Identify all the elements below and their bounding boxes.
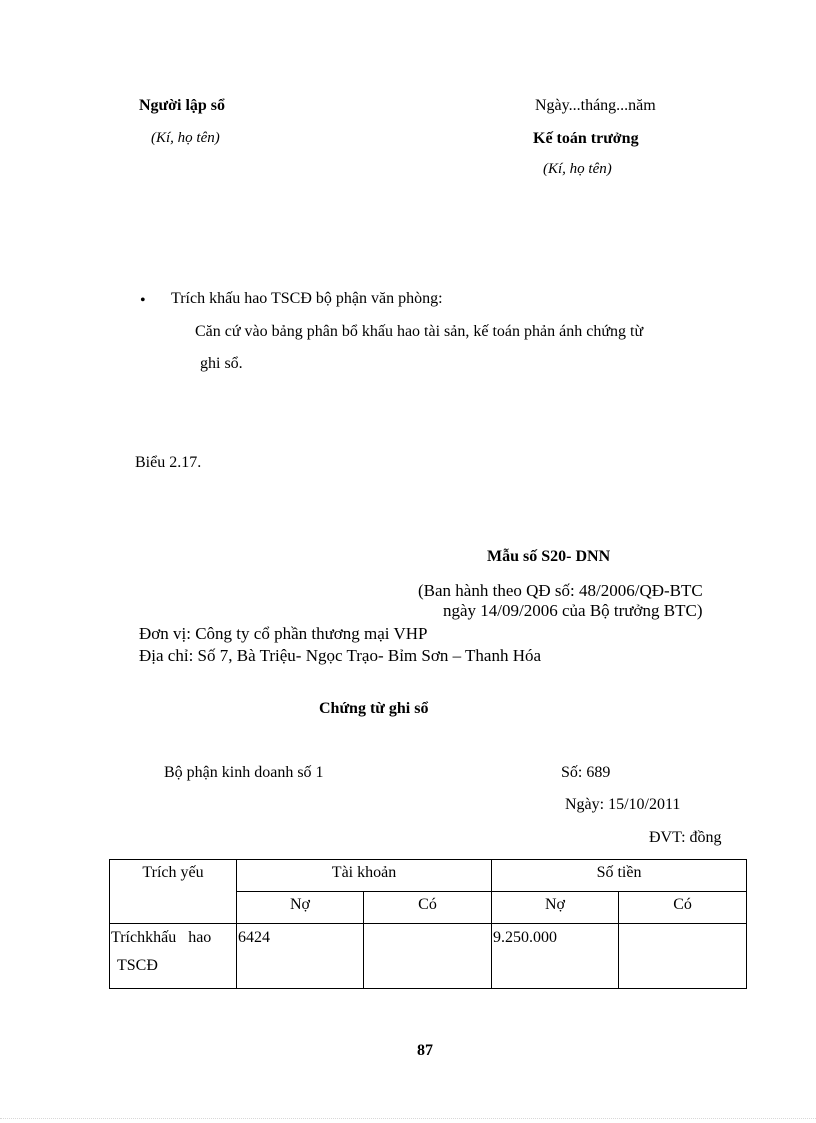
header-account-credit: Có [364,892,492,924]
chief-accountant-title: Kế toán trưởng [533,130,639,147]
voucher-table [109,859,747,989]
section-body-line1: Căn cứ vào bảng phân bổ khấu hao tài sản, kế toán phản ánh chứng từ [195,323,644,340]
header-account: Tài khoản [237,860,492,892]
row-summary-line1: Tríchkhấu hao [111,929,212,946]
voucher-number: Số: 689 [561,764,611,781]
issued-line1: (Ban hành theo QĐ số: 48/2006/QĐ-BTC [418,581,703,600]
row-account-debit: 6424 [237,924,364,989]
page-divider [0,1118,816,1119]
date-line: Ngày...tháng...năm [535,97,656,114]
preparer-title: Người lập sổ [139,97,226,114]
row-account-credit [364,924,492,989]
section-heading: Trích khấu hao TSCĐ bộ phận văn phòng: [171,290,443,307]
header-account-debit: Nợ [237,892,364,924]
header-amount-debit: Nợ [492,892,619,924]
currency-unit: ĐVT: đồng [649,829,722,846]
header-amount: Số tiền [492,860,747,892]
header-amount-credit: Có [619,892,747,924]
voucher-title: Chứng từ ghi sổ [319,700,429,717]
form-code: Mẫu số S20- DNN [487,548,611,565]
row-amount-credit [619,924,747,989]
bullet-icon: • [140,292,146,309]
page-number: 87 [417,1042,433,1059]
row-summary-line2: TSCĐ [117,957,158,974]
chief-accountant-note: (Kí, họ tên) [543,161,612,177]
header-summary: Trích yếu [110,860,237,924]
row-amount-debit: 9.250.000 [492,924,619,989]
unit-address: Địa chỉ: Số 7, Bà Triệu- Ngọc Trạo- Bỉm Sơn – Thanh Hóa [139,646,542,665]
issued-line2: ngày 14/09/2006 của Bộ trưởng BTC) [443,601,703,620]
row-summary [110,924,237,989]
exhibit-label: Biểu 2.17. [135,454,202,471]
table-row [110,924,747,989]
preparer-note: (Kí, họ tên) [151,130,220,146]
section-body-line2: ghi sổ. [200,355,243,372]
department: Bộ phận kinh doanh số 1 [164,764,324,781]
voucher-date: Ngày: 15/10/2011 [565,796,681,813]
unit-name: Đơn vị: Công ty cổ phần thương mại VHP [139,624,428,643]
